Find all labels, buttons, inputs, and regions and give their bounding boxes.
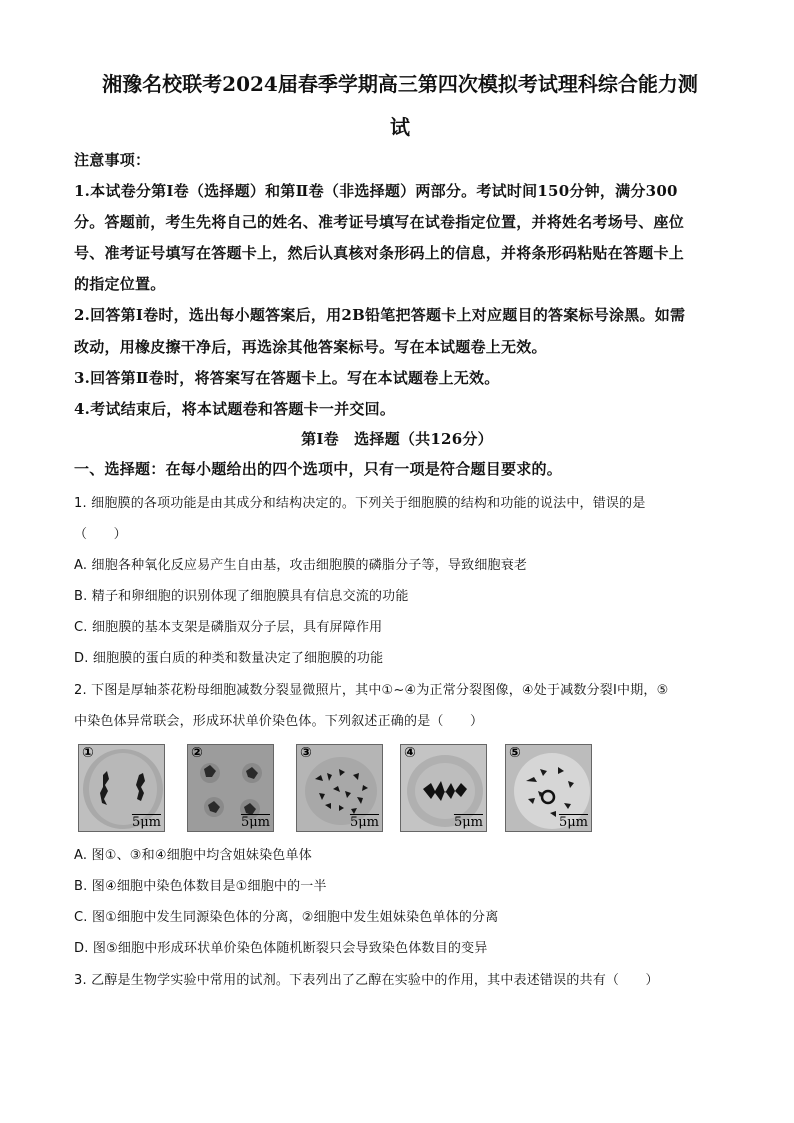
micrograph-5 bbox=[505, 744, 592, 832]
scale-bar-label: 5μm bbox=[240, 815, 270, 830]
question-2-stem: 2. 下图是厚轴茶花粉母细胞减数分裂显微照片，其中①~④为正常分裂图像，④处于减数分裂Ⅰ中期，⑤ bbox=[74, 683, 669, 698]
micrograph-2 bbox=[187, 744, 274, 832]
figure-number-label: ⑤ bbox=[509, 745, 521, 761]
question-2-stem-cont: 中染色体异常联会，形成环状单价染色体。下列叙述正确的是（ ） bbox=[74, 714, 484, 729]
question-2-option-a: A. 图①、③和④细胞中均含姐妹染色单体 bbox=[74, 848, 312, 863]
notice-heading: 注意事项： bbox=[74, 151, 151, 169]
notice-line: 3.回答第Ⅱ卷时，将答案写在答题卡上。写在本试题卷上无效。 bbox=[74, 369, 500, 387]
question-1-stem: 1. 细胞膜的各项功能是由其成分和结构决定的。下列关于细胞膜的结构和功能的说法中，错误的是 bbox=[74, 496, 646, 511]
question-2-option-c: C. 图①细胞中发生同源染色体的分离，②细胞中发生姐妹染色单体的分离 bbox=[74, 910, 499, 925]
notice-line: 改动，用橡皮擦干净后，再选涂其他答案标号。写在本试题卷上无效。 bbox=[74, 338, 547, 356]
question-1-option-b: B. 精子和卵细胞的识别体现了细胞膜具有信息交流的功能 bbox=[74, 589, 409, 604]
question-1-stem-paren: （ ） bbox=[74, 527, 127, 542]
micrograph-row bbox=[78, 744, 598, 834]
scale-bar-label: 5μm bbox=[131, 815, 161, 830]
exam-title-line1: 湘豫名校联考2024届春季学期高三第四次模拟考试理科综合能力测 bbox=[102, 72, 698, 96]
scale-bar-label: 5μm bbox=[453, 815, 483, 830]
exam-title-line2: 试 bbox=[390, 115, 410, 139]
section-instruction: 一、选择题：在每小题给出的四个选项中，只有一项是符合题目要求的。 bbox=[74, 460, 563, 478]
micrograph-1 bbox=[78, 744, 165, 832]
notice-line: 1.本试卷分第Ⅰ卷（选择题）和第Ⅱ卷（非选择题）两部分。考试时间150分钟，满分300 bbox=[74, 182, 678, 200]
question-1-option-d: D. 细胞膜的蛋白质的种类和数量决定了细胞膜的功能 bbox=[74, 651, 384, 666]
question-1-option-a: A. 细胞各种氧化反应易产生自由基，攻击细胞膜的磷脂分子等，导致细胞衰老 bbox=[74, 558, 528, 573]
figure-number-label: ③ bbox=[300, 745, 312, 761]
micrograph-4 bbox=[400, 744, 487, 832]
question-1-option-c: C. 细胞膜的基本支架是磷脂双分子层，具有屏障作用 bbox=[74, 620, 383, 635]
notice-line: 分。答题前，考生先将自己的姓名、准考证号填写在试卷指定位置，并将姓名考场号、座位 bbox=[74, 213, 685, 231]
question-2-option-b: B. 图④细胞中染色体数目是①细胞中的一半 bbox=[74, 879, 327, 894]
figure-number-label: ① bbox=[82, 745, 94, 761]
question-3-stem: 3. 乙醇是生物学实验中常用的试剂。下表列出了乙醇在实验中的作用，其中表述错误的共有（ ） bbox=[74, 973, 659, 988]
notice-line: 2.回答第Ⅰ卷时，选出每小题答案后，用2B铅笔把答题卡上对应题目的答案标号涂黑。如需 bbox=[74, 306, 686, 324]
micrograph-3 bbox=[296, 744, 383, 832]
question-2-option-d: D. 图⑤细胞中形成环状单价染色体随机断裂只会导致染色体数目的变异 bbox=[74, 941, 488, 956]
scale-bar-label: 5μm bbox=[349, 815, 379, 830]
figure-number-label: ④ bbox=[404, 745, 416, 761]
scale-bar-label: 5μm bbox=[558, 815, 588, 830]
section-title: 第Ⅰ卷 选择题（共126分） bbox=[301, 430, 493, 448]
notice-line: 的指定位置。 bbox=[74, 275, 166, 293]
figure-number-label: ② bbox=[191, 745, 203, 761]
notice-line: 号、准考证号填写在答题卡上，然后认真核对条形码上的信息，并将条形码粘贴在答题卡上 bbox=[74, 244, 685, 262]
notice-line: 4.考试结束后，将本试题卷和答题卡一并交回。 bbox=[74, 400, 396, 418]
